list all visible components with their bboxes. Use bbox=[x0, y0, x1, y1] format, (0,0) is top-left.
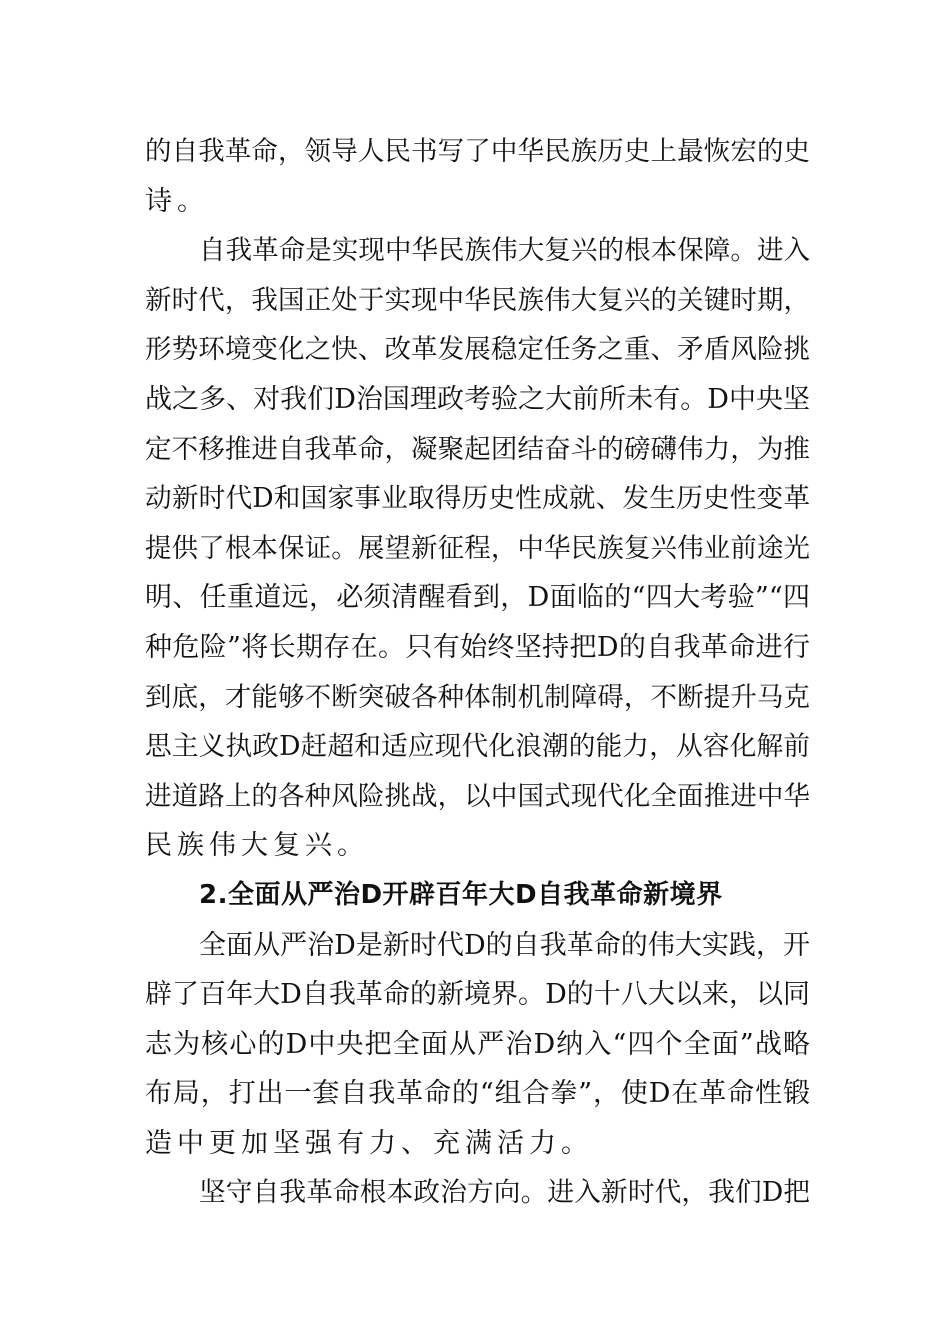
text-line: 新时代，我国正处于实现中华民族伟大复兴的关键时期， bbox=[145, 284, 810, 316]
text-line: 进道路上的各种风险挑战，以中国式现代化全面推进中华 bbox=[145, 780, 810, 812]
text-line: 明、任重道远，必须清醒看到，D面临的“四大考验”“四 bbox=[145, 582, 810, 614]
body-text bbox=[145, 127, 810, 1218]
text-line: 诗。 bbox=[145, 185, 209, 217]
text-line: 动新时代D和国家事业取得历史性成就、发生历史性变革 bbox=[145, 483, 810, 515]
text-line: 提供了根本保证。展望新征程，中华民族复兴伟业前途光 bbox=[145, 532, 810, 564]
text-line: 布局，打出一套自我革命的“组合拳”，使D在革命性锻 bbox=[145, 1078, 810, 1110]
text-line: 到底，才能够不断突破各种体制机制障碍，不断提升马克 bbox=[145, 681, 810, 713]
text-line: 造中更加坚强有力、充满活力。 bbox=[145, 1127, 593, 1159]
paragraph-start-line: 全面从严治D是新时代D的自我革命的伟大实践，开 bbox=[199, 929, 810, 961]
text-line: 种危险”将长期存在。只有始终坚持把D的自我革命进行 bbox=[145, 631, 810, 663]
text-line: 战之多、对我们D治国理政考验之大前所未有。D中央坚 bbox=[145, 383, 810, 415]
text-line: 辟了百年大D自我革命的新境界。D的十八大以来，以同 bbox=[145, 979, 810, 1011]
paragraph-start-line: 自我革命是实现中华民族伟大复兴的根本保障。进入 bbox=[199, 235, 810, 267]
text-line: 志为核心的D中央把全面从严治D纳入“四个全面”战略 bbox=[145, 1028, 810, 1060]
text-line: 民族伟大复兴。 bbox=[145, 830, 369, 862]
section-heading: 2.全面从严治D开辟百年大D自我革命新境界 bbox=[199, 879, 723, 910]
text-line: 形势环境变化之快、改革发展稳定任务之重、矛盾风险挑 bbox=[145, 334, 810, 366]
text-line: 的自我革命，领导人民书写了中华民族历史上最恢宏的史 bbox=[145, 136, 810, 167]
text-line: 定不移推进自我革命，凝聚起团结奋斗的磅礴伟力，为推 bbox=[145, 433, 810, 465]
paragraph-start-line: 坚守自我革命根本政治方向。进入新时代，我们D把 bbox=[199, 1177, 810, 1209]
text-line: 思主义执政D赶超和适应现代化浪潮的能力，从容化解前 bbox=[145, 731, 810, 763]
